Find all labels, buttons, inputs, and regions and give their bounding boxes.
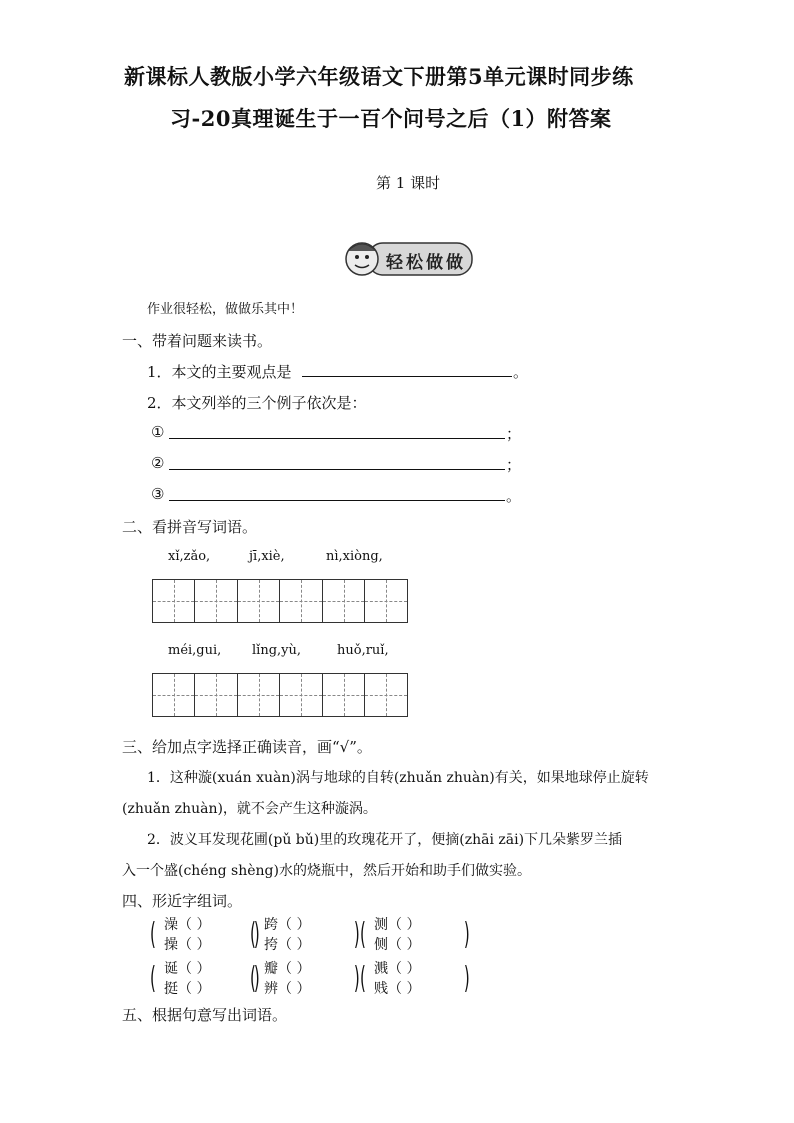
pinyin-1-2: jī,xiè, (249, 549, 285, 564)
easy-practice-badge (342, 237, 476, 281)
char: 溅 (374, 961, 388, 977)
pinyin-2-2: lǐng,yù, (252, 643, 301, 658)
item3-end: 。 (506, 487, 522, 505)
section3-p1-line1: 1．这种漩(xuán xuàn)涡与地球的自转(zhuǎn zhuàn)有关，如果地球停止旋转 (147, 770, 649, 786)
pinyin-2-1: méi,gui, (168, 643, 222, 658)
intro-text: 作业很轻松，做做乐其中！ (147, 302, 304, 317)
answer-paren[interactable]: （ ） (278, 961, 311, 977)
writing-grid-row1[interactable] (152, 579, 408, 623)
char: 操 (164, 937, 178, 953)
char-pair-2: ( 跨（ ） 挎（ ） ) (250, 917, 360, 953)
section3-p2-line2: 入一个盛(chéng shèng)水的烧瓶中，然后开始和助手们做实验。 (122, 863, 531, 879)
answer-paren[interactable]: （ ） (178, 937, 211, 953)
question1-answer-line[interactable] (302, 376, 512, 377)
answer-paren[interactable]: （ ） (388, 961, 421, 977)
char-pair-4: ( 诞（ ） 挺（ ） ) (150, 961, 260, 997)
char-pair-5: ( 瓣（ ） 辨（ ） ) (250, 961, 360, 997)
char: 侧 (374, 937, 388, 953)
lesson-label: 第 1 课时 (376, 174, 441, 192)
page-title-line1: 新课标人教版小学六年级语文下册第5单元课时同步练 (124, 64, 634, 89)
char: 测 (374, 917, 388, 933)
char: 辨 (264, 981, 278, 997)
answer-paren[interactable]: （ ） (278, 917, 311, 933)
item3-mark: ③ (151, 485, 165, 503)
answer-paren[interactable]: （ ） (278, 981, 311, 997)
section3-heading: 三、给加点字选择正确读音，画“√”。 (122, 738, 372, 756)
char: 挎 (264, 937, 278, 953)
answer-paren[interactable]: （ ） (388, 981, 421, 997)
question1-end: 。 (513, 363, 529, 381)
section4-heading: 四、形近字组词。 (122, 892, 243, 910)
item1-answer-line[interactable] (169, 438, 505, 439)
section2-heading: 二、看拼音写词语。 (122, 518, 258, 536)
char: 跨 (264, 917, 278, 933)
answer-paren[interactable]: （ ） (178, 961, 211, 977)
char-pair-1: ( 澡（ ） 操（ ） ) (150, 917, 260, 953)
item2-end: ； (506, 456, 522, 474)
char: 贱 (374, 981, 388, 997)
pinyin-2-3: huǒ,ruǐ, (337, 643, 389, 658)
char: 诞 (164, 961, 178, 977)
char: 澡 (164, 917, 178, 933)
item3-answer-line[interactable] (169, 500, 505, 501)
section1-heading: 一、带着问题来读书。 (122, 332, 273, 350)
answer-paren[interactable]: （ ） (178, 981, 211, 997)
section3-p2-line1: 2．波义耳发现花圃(pǔ bǔ)里的玫瑰花开了，便摘(zhāi zāi)下几朵紫罗兰插 (147, 832, 623, 848)
char: 瓣 (264, 961, 278, 977)
char: 挺 (164, 981, 178, 997)
answer-paren[interactable]: （ ） (388, 937, 421, 953)
question2: 2．本文列举的三个例子依次是： (147, 394, 367, 412)
writing-grid-row2[interactable] (152, 673, 408, 717)
section3-p1-line2: (zhuǎn zhuàn)，就不会产生这种漩涡。 (122, 801, 377, 817)
answer-paren[interactable]: （ ） (388, 917, 421, 933)
item1-mark: ① (151, 423, 165, 441)
item2-answer-line[interactable] (169, 469, 505, 470)
char-pair-3: ( 测（ ） 侧（ ） ) (360, 917, 470, 953)
section5-heading: 五、根据句意写出词语。 (122, 1006, 288, 1024)
char-pair-6: ( 溅（ ） 贱（ ） ) (360, 961, 470, 997)
answer-paren[interactable]: （ ） (278, 937, 311, 953)
pinyin-1-1: xǐ,zǎo, (168, 549, 211, 564)
item2-mark: ② (151, 454, 165, 472)
answer-paren[interactable]: （ ） (178, 917, 211, 933)
item1-end: ； (506, 425, 522, 443)
page-title-line2: 习-20真理诞生于一百个问号之后（1）附答案 (170, 106, 612, 131)
question1: 1．本文的主要观点是 (147, 363, 292, 381)
pinyin-1-3: nì,xiòng, (326, 549, 383, 564)
badge-text: 轻松做做 (386, 253, 466, 273)
